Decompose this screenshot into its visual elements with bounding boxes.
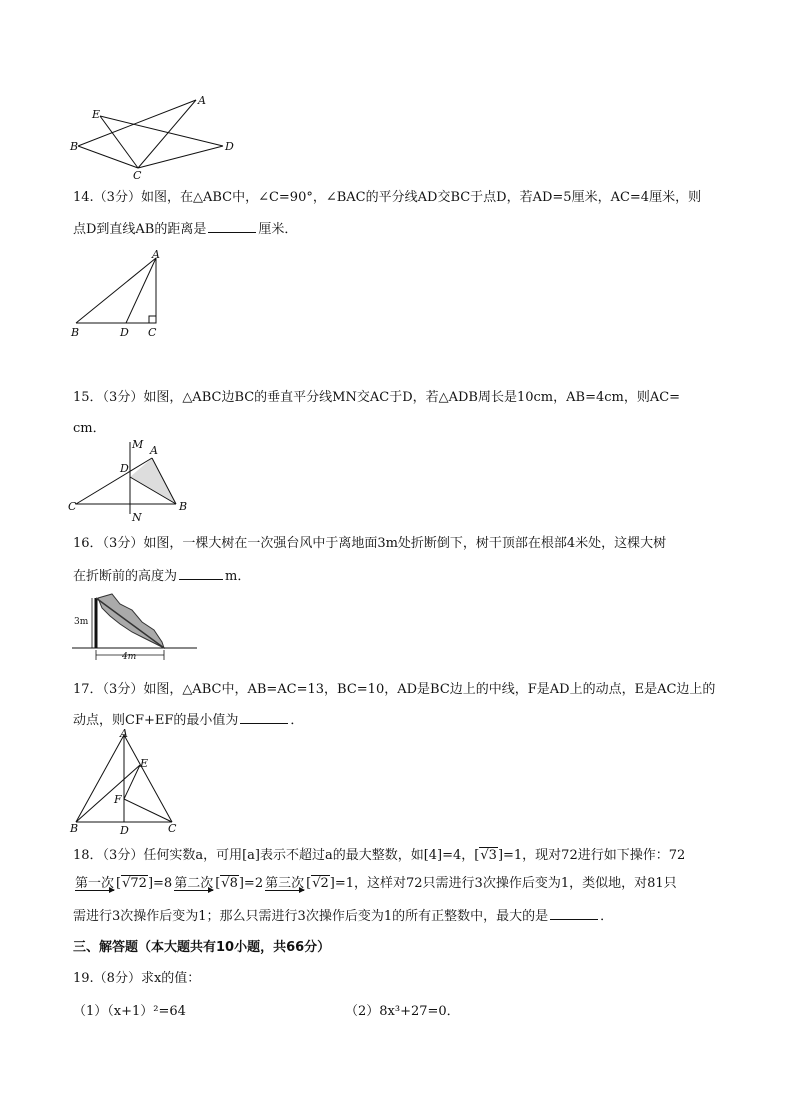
q16-line2 <box>73 565 250 584</box>
label-c: C <box>68 500 77 513</box>
q18-line2 <box>73 872 677 897</box>
label-c: C <box>148 326 157 339</box>
label-b: B <box>70 140 79 153</box>
arrow-icon <box>174 890 213 897</box>
q16-line2-pre: 在折断前的高度为 <box>73 569 178 584</box>
q19-part2: （2）8x³+27=0． <box>345 1004 460 1019</box>
q14-answer-blank[interactable] <box>208 231 256 233</box>
label-b: B <box>71 326 80 339</box>
label-a: A <box>120 727 128 740</box>
op-first <box>73 872 116 897</box>
op-second-label: 第二次 <box>174 876 214 891</box>
arrow-icon <box>265 890 304 897</box>
section-3-heading: 三、解答题（本大题共有10小题，共66分） <box>73 940 331 955</box>
e1-pre: [ <box>116 876 122 891</box>
sqrt-72: √72 <box>122 876 147 891</box>
op-second <box>172 872 215 897</box>
label-e: E <box>92 108 101 121</box>
figure-q17 <box>68 727 186 837</box>
q18-line1-a: 18．（3分）任何实数a，可用[a]表示不超过a的最大整数，如[4]=4，[ <box>73 848 480 863</box>
q17-line2-post: ． <box>290 713 304 728</box>
q18-line3-pre: 需进行3次操作后变为1；那么只需进行3次操作后变为1的所有正整数中，最大的是 <box>73 909 549 924</box>
q17-line1: 17．（3分）如图，△ABC中，AB=AC=13，BC=10，AD是BC边上的中线，F是AD上的动点，E是AC边上的 <box>73 682 716 697</box>
e2-post: ]=2 <box>238 876 264 891</box>
sqrt-3-radicand: 3 <box>488 848 497 863</box>
label-d: D <box>225 140 234 153</box>
q17-answer-blank[interactable] <box>240 722 288 724</box>
figure-q13 <box>68 92 238 180</box>
label-4m: 4m <box>122 652 137 662</box>
sqrt-72-radicand: 72 <box>130 876 147 891</box>
q14-line2-pre: 点D到直线AB的距离是 <box>73 222 207 237</box>
label-n: N <box>132 511 142 522</box>
sqrt-2: √2 <box>312 876 329 891</box>
q18-line3 <box>73 905 613 924</box>
q14-line2 <box>73 218 297 237</box>
op-first-label: 第一次 <box>75 876 115 891</box>
q17-line2-pre: 动点，则CF+EF的最小值为 <box>73 713 239 728</box>
e3-pre: [ <box>306 876 312 891</box>
label-a: A <box>152 248 160 261</box>
label-b: B <box>179 500 188 513</box>
q19-title: 19.（8分）求x的值： <box>73 971 201 986</box>
op-third <box>263 872 306 897</box>
sqrt-8: √8 <box>221 876 238 891</box>
figure-q16 <box>72 590 197 662</box>
sqrt-8-radicand: 8 <box>229 876 238 891</box>
label-f: F <box>114 793 122 806</box>
sqrt-2-radicand: 2 <box>320 876 329 891</box>
e3-post: ]=1，这样对72只需进行3次操作后变为1，类似地，对81只 <box>329 876 677 891</box>
q18-line1 <box>73 844 685 863</box>
e1-post: ]=8 <box>147 876 173 891</box>
label-b: B <box>70 822 79 835</box>
sqrt-3: √3 <box>480 848 497 863</box>
q18-line1-b: ]=1，现对72进行如下操作：72 <box>497 848 686 863</box>
q18-line3-post: ． <box>600 909 614 924</box>
label-d: D <box>120 462 129 475</box>
label-3m: 3m <box>74 617 89 627</box>
label-d: D <box>120 326 129 339</box>
q14-line2-post: 厘米． <box>258 222 298 237</box>
label-c: C <box>168 822 177 835</box>
q16-line1: 16．（3分）如图，一棵大树在一次强台风中于离地面3m处折断倒下，树干顶部在根部4米处，这棵大树 <box>73 536 667 551</box>
e2-pre: [ <box>215 876 221 891</box>
op-third-label: 第三次 <box>265 876 305 891</box>
label-a: A <box>150 444 158 457</box>
figure-q15 <box>68 438 198 522</box>
label-a: A <box>198 94 206 107</box>
label-c: C <box>133 169 142 180</box>
q19-part1: （1）（x+1）²=64 <box>73 1004 186 1019</box>
arrow-icon <box>75 890 114 897</box>
q15-line1: 15．（3分）如图，△ABC边BC的垂直平分线MN交AC于D，若△ADB周长是10cm，AB=4cm，则AC= <box>73 390 681 405</box>
figure-q14 <box>68 248 168 340</box>
label-m: M <box>132 438 144 451</box>
q15-line2: cm． <box>73 421 106 436</box>
label-e: E <box>140 757 149 770</box>
q17-line2 <box>73 709 303 728</box>
label-d: D <box>120 824 129 837</box>
q16-answer-blank[interactable] <box>179 578 223 580</box>
q16-line2-post: m． <box>225 569 251 584</box>
q18-answer-blank[interactable] <box>550 918 598 920</box>
q14-line1: 14.（3分）如图，在△ABC中，∠C=90°，∠BAC的平分线AD交BC于点D，若AD=5厘米，AC=4厘米，则 <box>73 190 702 205</box>
